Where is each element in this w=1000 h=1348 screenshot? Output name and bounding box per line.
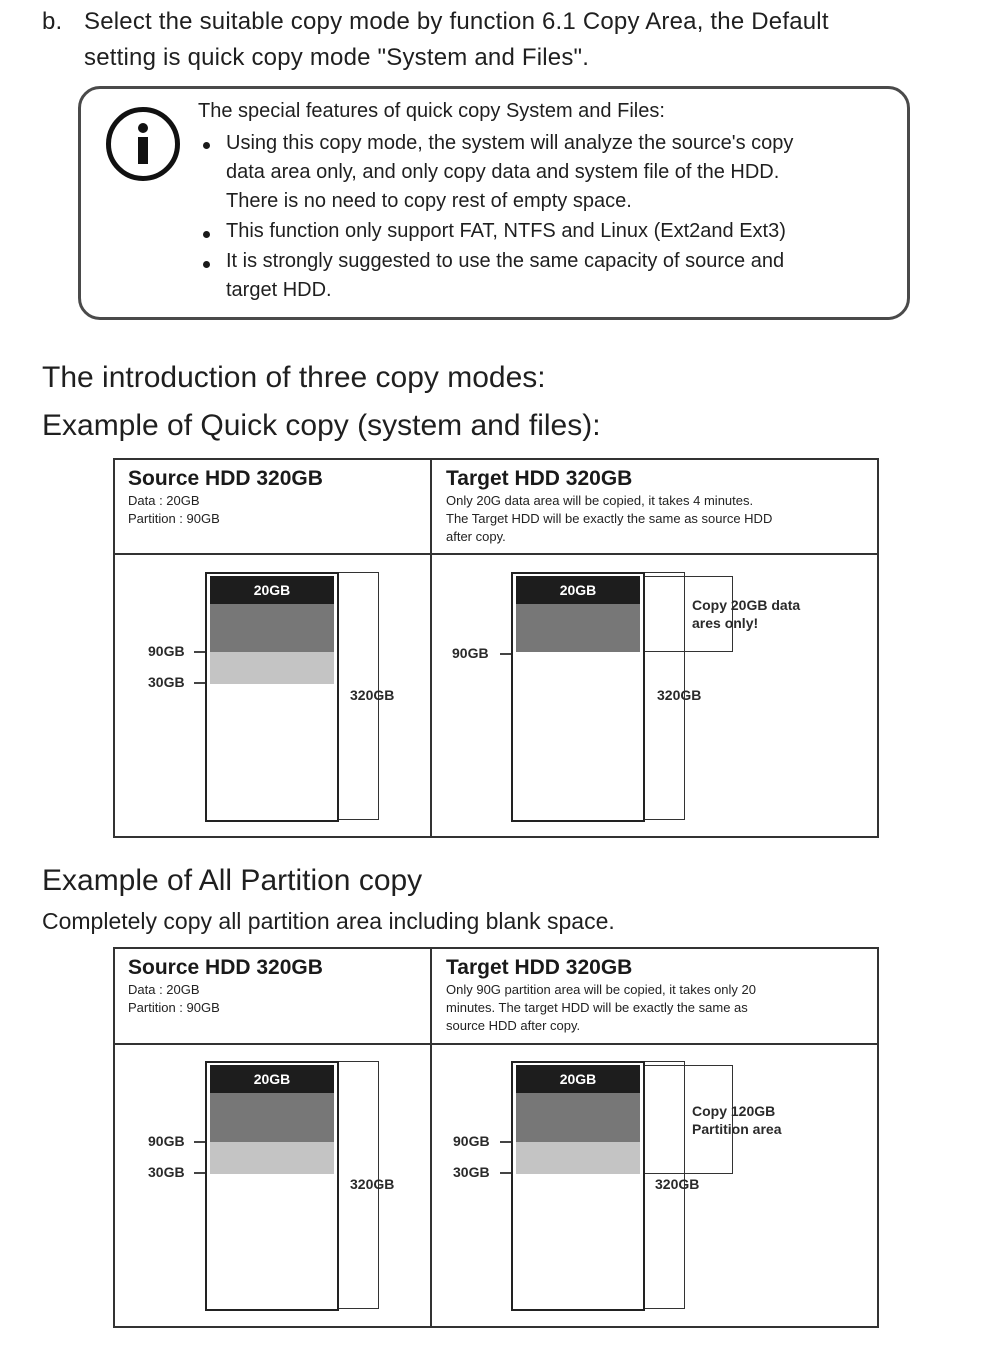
copy-note <box>692 596 800 632</box>
source-data-line: Data : 20GB <box>128 493 200 508</box>
label-tick <box>194 1172 205 1174</box>
diagram-divider <box>430 947 432 1328</box>
bullet3-line2: target HDD. <box>226 279 332 301</box>
bullet-dot <box>203 231 210 238</box>
intro-heading: The introduction of three copy modes: <box>42 361 546 394</box>
step-text-line2: setting is quick copy mode "System and Files". <box>84 44 590 71</box>
data-segment: 20GB <box>516 576 640 604</box>
info-icon <box>106 107 180 181</box>
all-partition-heading: Example of All Partition copy <box>42 864 423 897</box>
partition-segment <box>210 1093 334 1142</box>
source-data-line: Data : 20GB <box>128 982 200 997</box>
partition-segment <box>210 604 334 652</box>
partition-segment <box>516 1093 640 1142</box>
label-tick <box>194 651 205 653</box>
bullet1-line2: data area only, and only copy data and system file of the HDD. <box>226 161 780 183</box>
bullet2-line1: This function only support FAT, NTFS and Linux (Ext2and Ext3) <box>226 220 786 242</box>
diagram-divider <box>113 1043 879 1045</box>
bullet3-line1: It is strongly suggested to use the same capacity of source and <box>226 250 785 272</box>
target-hdd-title: Target HDD 320GB <box>446 956 633 979</box>
label-90gb: 90GB <box>148 1133 185 1149</box>
extra-segment <box>210 652 334 684</box>
all-partition-subtext: Completely copy all partition area including blank space. <box>42 908 615 934</box>
step-marker: b. <box>42 8 63 35</box>
label-30gb: 30GB <box>453 1164 490 1180</box>
target-desc-line3: after copy. <box>446 529 506 544</box>
extra-segment <box>210 1142 334 1174</box>
bullet1-line3: There is no need to copy rest of empty space. <box>226 190 632 212</box>
target-desc-line1: Only 20G data area will be copied, it takes 4 minutes. <box>446 493 754 508</box>
label-tick <box>500 1141 511 1143</box>
label-90gb: 90GB <box>148 643 185 659</box>
source-hdd-title: Source HDD 320GB <box>128 956 323 979</box>
label-tick <box>500 653 511 655</box>
target-desc-line1: Only 90G partition area will be copied, it takes only 20 <box>446 982 757 997</box>
copy-note-line1: Copy 20GB data <box>692 597 801 613</box>
target-hdd-title: Target HDD 320GB <box>446 467 633 490</box>
quick-copy-heading: Example of Quick copy (system and files): <box>42 409 601 442</box>
data-segment: 20GB <box>210 1065 334 1093</box>
label-320gb: 320GB <box>655 1176 700 1192</box>
bullet-dot <box>203 261 210 268</box>
copy-note <box>692 1102 781 1138</box>
data-segment: 20GB <box>210 576 334 604</box>
label-90gb: 90GB <box>452 645 489 661</box>
label-320gb: 320GB <box>350 687 395 703</box>
label-30gb: 30GB <box>148 1164 185 1180</box>
label-90gb: 90GB <box>453 1133 490 1149</box>
label-tick <box>500 1172 511 1174</box>
target-desc-line3: source HDD after copy. <box>446 1018 581 1033</box>
source-hdd-title: Source HDD 320GB <box>128 467 323 490</box>
source-partition-line: Partition : 90GB <box>128 511 220 526</box>
notice-title: The special features of quick copy System and Files: <box>198 100 665 122</box>
bullet1-line1: Using this copy mode, the system will analyze the source's copy <box>226 132 794 154</box>
copy-note-line2: ares only! <box>692 615 759 631</box>
copy-note-line1: Copy 120GB <box>692 1103 776 1119</box>
partition-segment <box>516 604 640 652</box>
label-tick <box>194 682 205 684</box>
copy-note-line2: Partition area <box>692 1121 782 1137</box>
label-320gb: 320GB <box>657 687 702 703</box>
extra-segment <box>516 1142 640 1174</box>
label-tick <box>194 1141 205 1143</box>
bullet-dot <box>203 142 210 149</box>
step-text-line1: Select the suitable copy mode by function 6.1 Copy Area, the Default <box>84 8 829 35</box>
target-desc-line2: minutes. The target HDD will be exactly the same as <box>446 1000 748 1015</box>
label-320gb: 320GB <box>350 1176 395 1192</box>
source-partition-line: Partition : 90GB <box>128 1000 220 1015</box>
label-30gb: 30GB <box>148 674 185 690</box>
target-desc-line2: The Target HDD will be exactly the same as source HDD <box>446 511 773 526</box>
diagram-divider <box>430 458 432 838</box>
diagram-divider <box>113 553 879 555</box>
data-segment: 20GB <box>516 1065 640 1093</box>
